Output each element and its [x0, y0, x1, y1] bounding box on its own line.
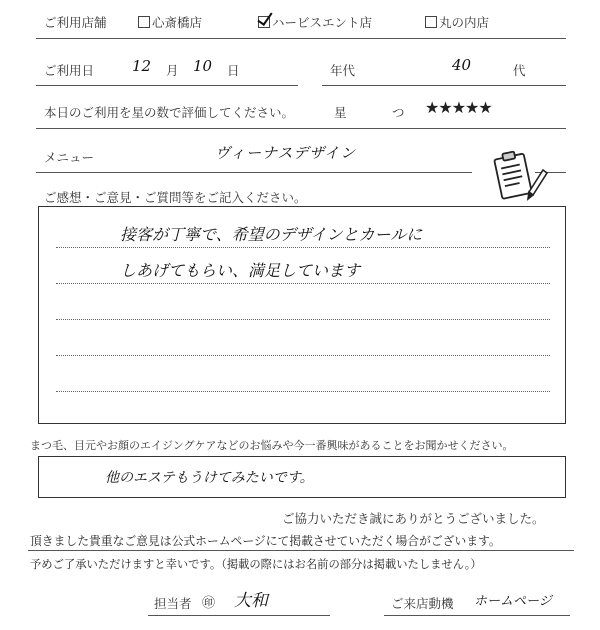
visit-month-unit: 月 — [166, 63, 179, 78]
store-option-shinsaibashi[interactable] — [138, 13, 202, 31]
staff-name: 大和 — [234, 591, 268, 611]
feedback-line-2: しあげてもらい、満足しています — [120, 261, 361, 280]
notice-line-2: 予めご了承いただけますと幸いです。（掲載の際にはお名前の部分は掲載いたしません。） — [30, 558, 482, 571]
visit-date-label: ご利用日 — [44, 63, 95, 78]
writing-line — [56, 355, 550, 356]
motive-value: ホームページ — [474, 594, 552, 609]
store-label: ご利用店舗 — [44, 15, 107, 30]
feedback-line-1: 接客が丁寧で、希望のデザインとカールに — [120, 225, 423, 244]
notice-line-1: 頂きました貴重なご意見は公式ホームページにて掲載させていただく場合がございます。 — [30, 534, 501, 548]
visit-month-value: 12 — [132, 57, 152, 75]
store-option-marunouchi[interactable] — [425, 13, 489, 31]
visit-day-unit: 日 — [227, 63, 240, 78]
age-value: 40 — [452, 56, 472, 74]
thanks-message: ご協力いただき誠にありがとうございました。 — [282, 511, 545, 526]
divider — [28, 550, 574, 551]
divider — [36, 85, 298, 86]
clipboard-icon — [488, 148, 548, 204]
seal-icon: ㊞ — [202, 596, 216, 611]
menu-label: メニュー — [44, 150, 95, 165]
visit-day-value: 10 — [193, 57, 213, 75]
writing-line — [56, 391, 550, 392]
concern-value: 他のエステもうけてみたいです。 — [105, 470, 314, 486]
divider — [384, 615, 570, 616]
checkbox-icon[interactable] — [138, 16, 150, 28]
feedback-label: ご感想・ご意見・ご質問等をご記入ください。 — [44, 190, 307, 205]
age-unit: 代 — [513, 63, 526, 78]
writing-line — [56, 283, 550, 284]
store-option-herbis-ent[interactable] — [258, 13, 372, 31]
menu-value: ヴィーナスデザイン — [215, 144, 357, 162]
staff-label: 担当者 — [154, 596, 192, 611]
store-option-label: 丸の内店 — [439, 15, 490, 30]
checkbox-icon[interactable] — [425, 16, 437, 28]
writing-line — [56, 247, 550, 248]
motive-label: ご来店動機 — [391, 596, 454, 611]
divider — [36, 172, 472, 173]
divider — [36, 38, 566, 39]
age-label: 年代 — [330, 63, 356, 78]
rating-star-label: 星 — [334, 105, 347, 120]
rating-stars[interactable]: ★★★★★ — [425, 98, 492, 117]
divider — [36, 128, 566, 129]
divider — [322, 85, 566, 86]
store-option-label: 心斎橋店 — [152, 15, 203, 30]
divider — [148, 615, 330, 616]
rating-prompt: 本日のご利用を星の数で評価してください。 — [44, 105, 295, 120]
writing-line — [56, 319, 550, 320]
rating-count-unit: つ — [392, 105, 405, 120]
concern-label: まつ毛、目元やお顔のエイジングケアなどのお悩みや今一番興味があることをお聞かせください。 — [30, 439, 514, 452]
store-option-label: ハービスエント店 — [272, 15, 373, 30]
checked-checkbox-icon[interactable] — [258, 16, 270, 28]
